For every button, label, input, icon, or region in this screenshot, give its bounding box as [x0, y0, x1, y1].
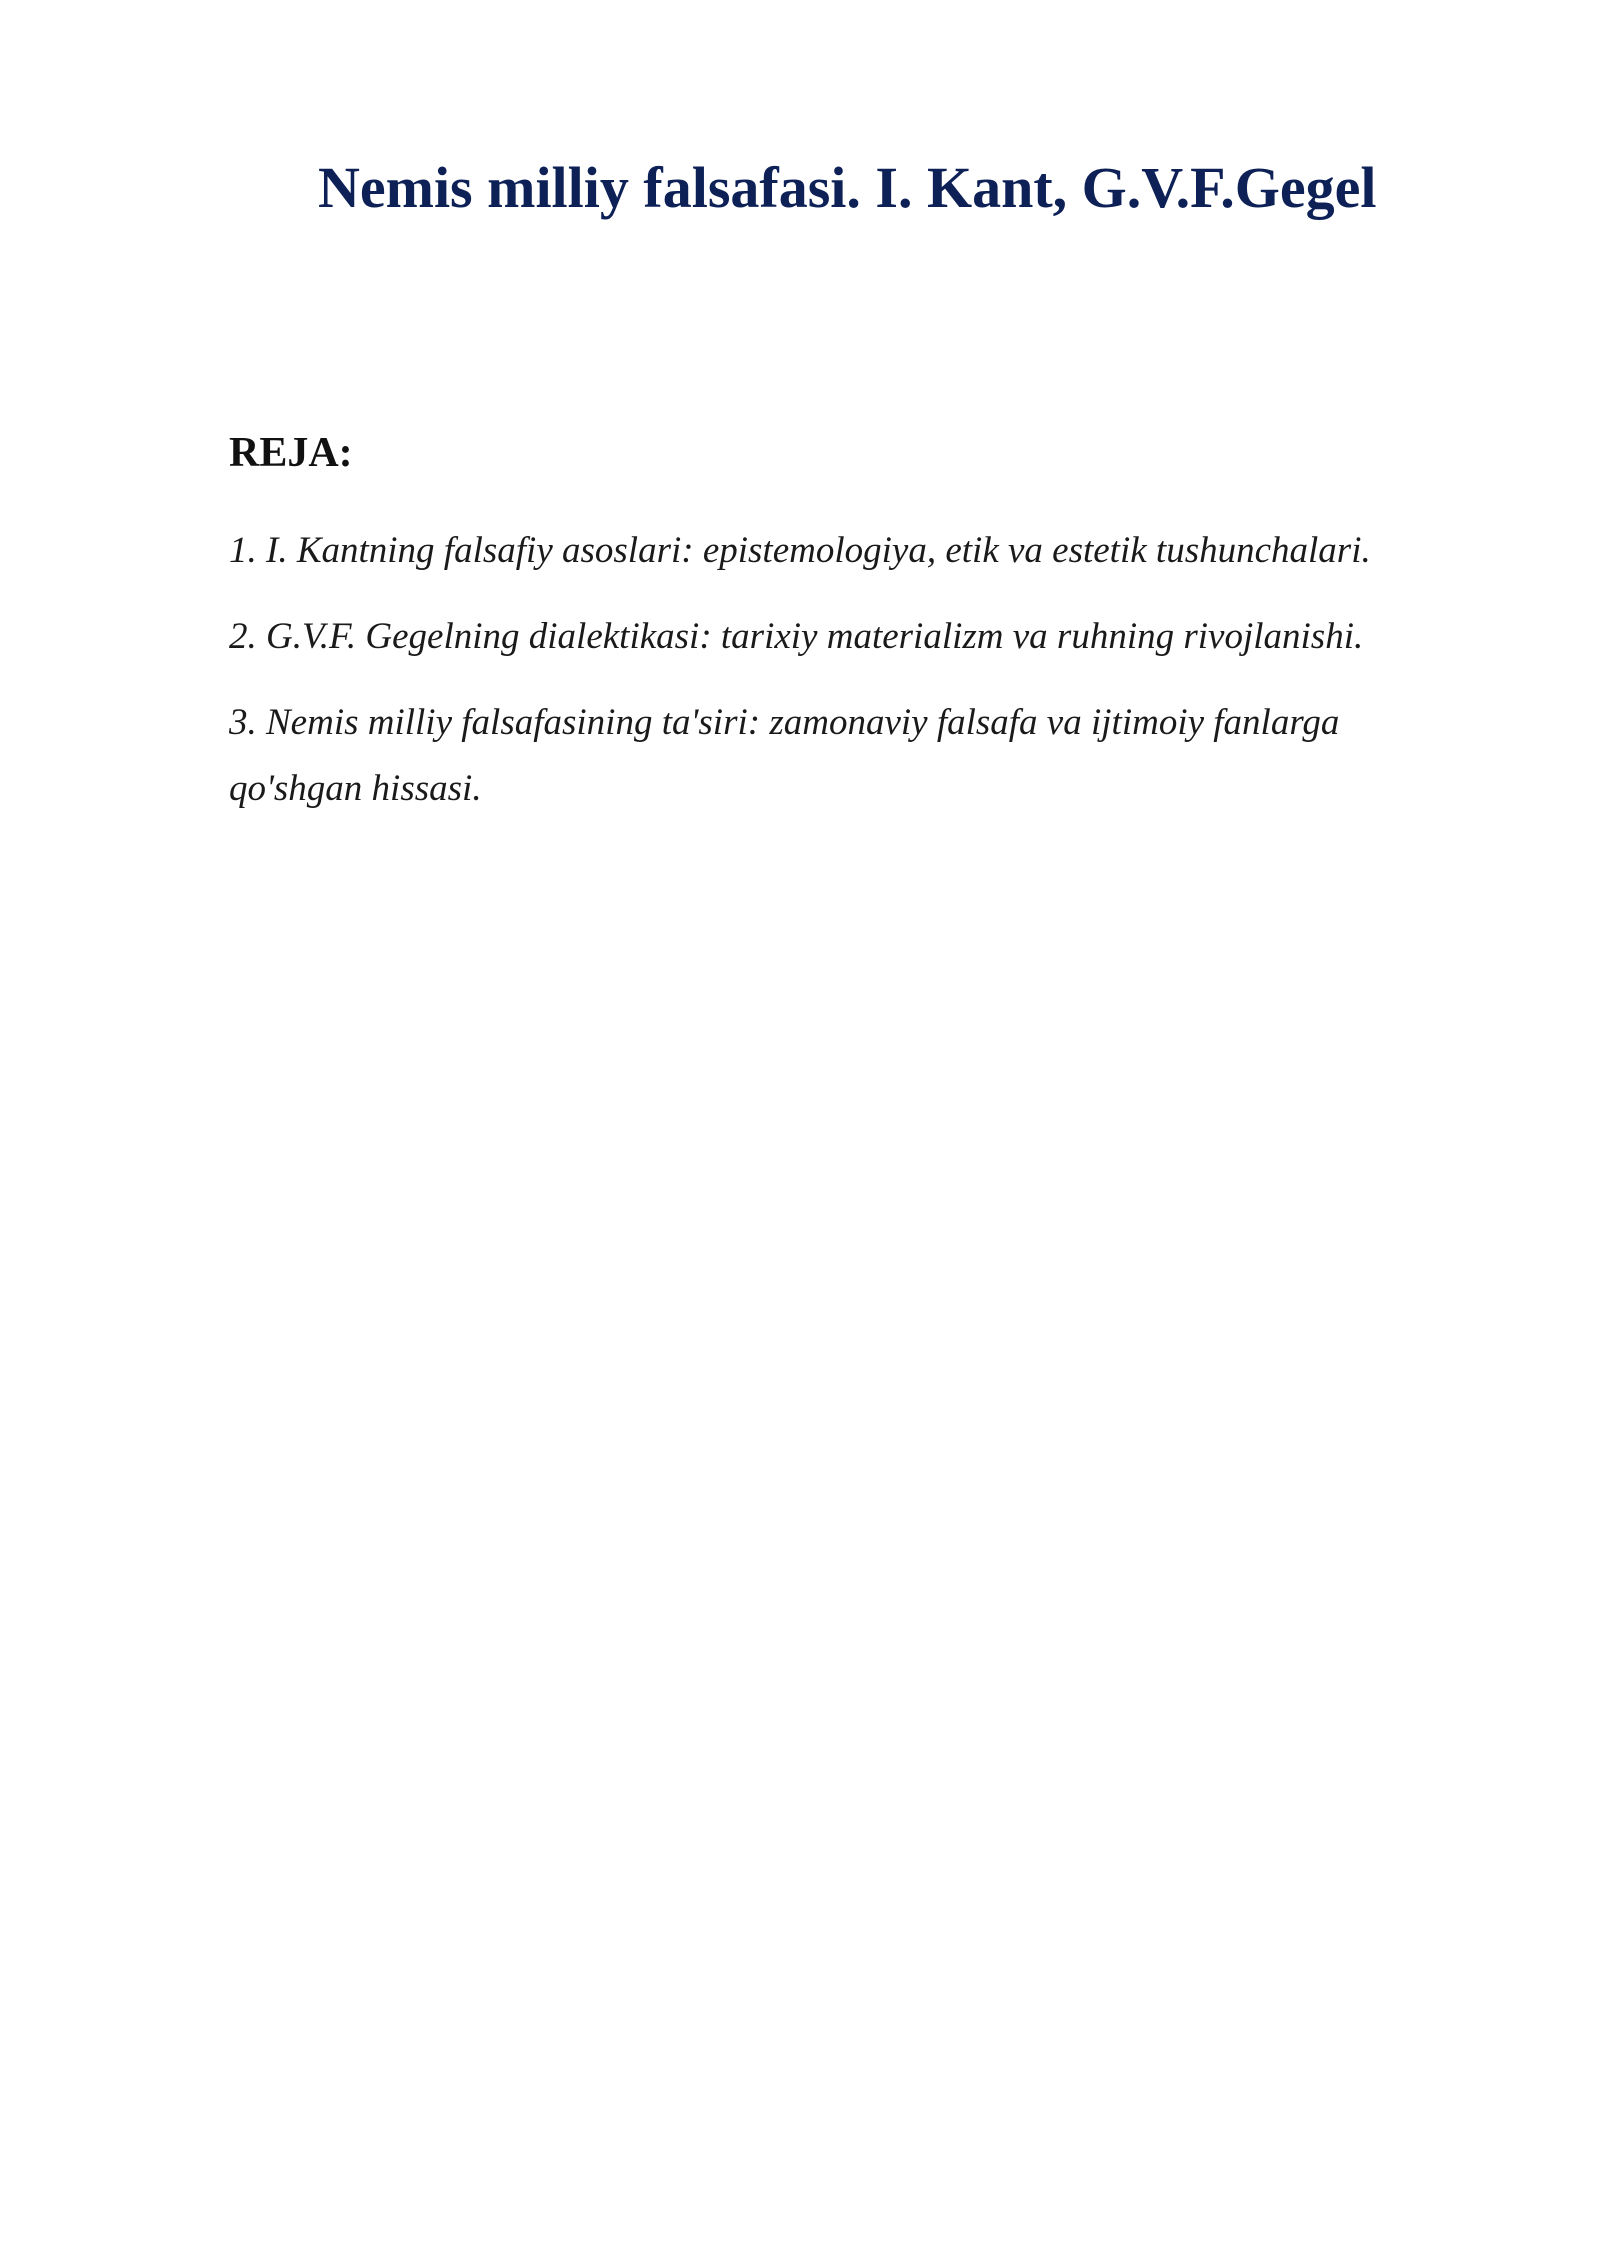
plan-item-3: 3. Nemis milliy falsafasining ta'siri: zamonaviy falsafa va ijtimoiy fanlarga qo'shgan hissasi. — [229, 702, 1340, 809]
plan-item-2: 2. G.V.F. Gegelning dialektikasi: tarixiy materializm va ruhning rivojlanishi. — [229, 616, 1364, 657]
plan-heading: REJA: — [229, 430, 353, 476]
plan-item-1: 1. I. Kantning falsafiy asoslari: epistemologiya, etik va estetik tushunchalari. — [229, 530, 1371, 571]
plan-list — [229, 518, 1429, 842]
document-title: Nemis milliy falsafasi. I. Kant, G.V.F.Gegel — [318, 155, 1377, 220]
